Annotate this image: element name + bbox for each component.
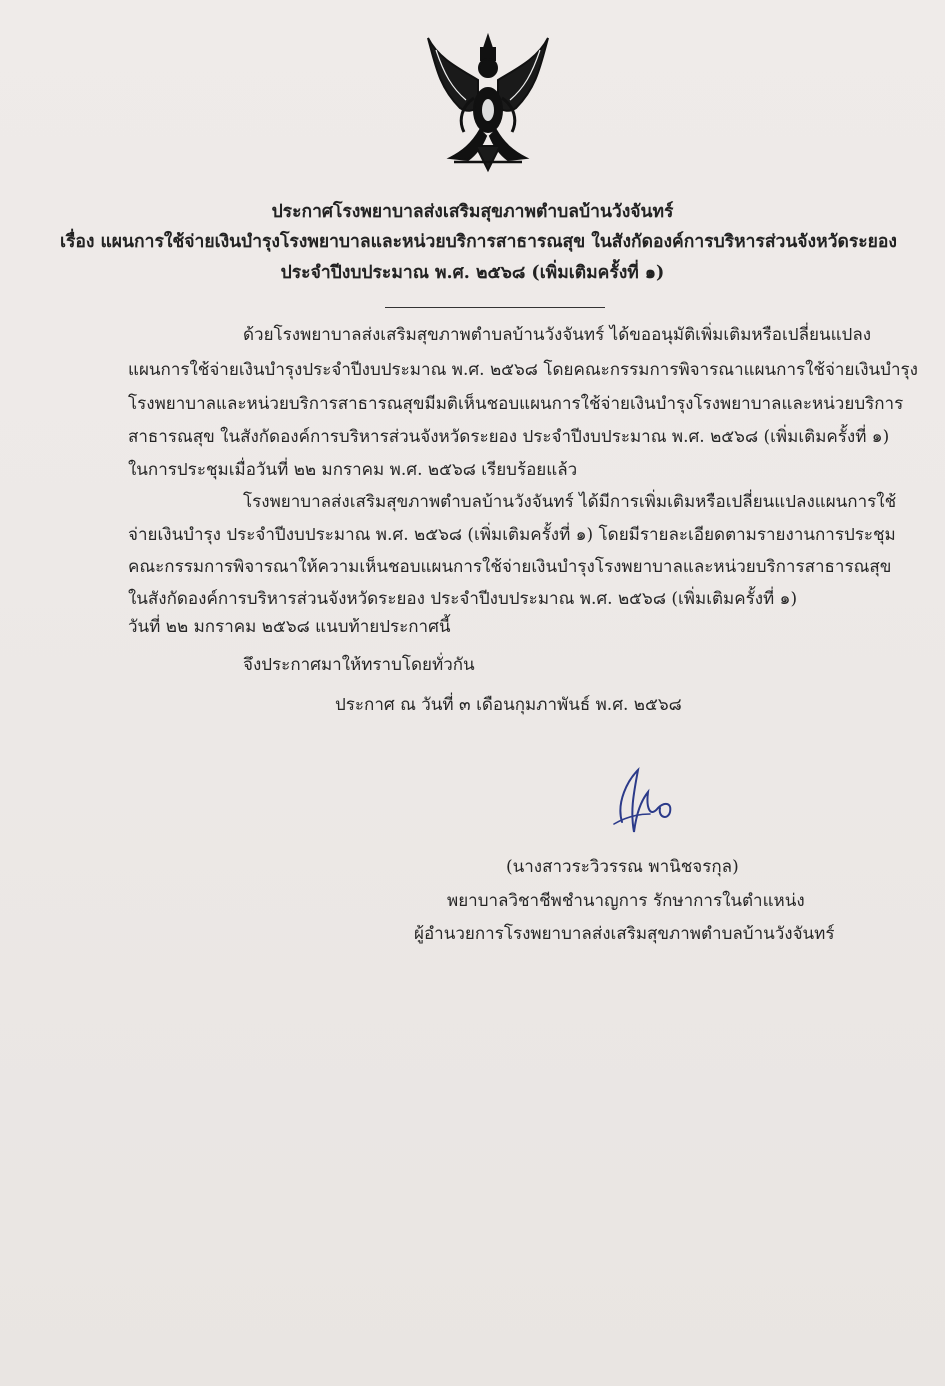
divider: [385, 307, 605, 308]
signature: [600, 762, 680, 842]
signer-title: พยาบาลวิชาชีพชำนาญการ รักษาการในตำแหน่ง: [447, 891, 805, 911]
subject-line: เรื่อง แผนการใช้จ่ายเงินบำรุงโรงพยาบาลและหน่วยบริการสาธารณสุข ในสังกัดองค์การบริหารส่วนจังหวัดระยอง: [60, 232, 897, 252]
paragraph2-line: วันที่ ๒๒ มกราคม ๒๕๖๘ แนบท้ายประกาศนี้: [128, 617, 451, 637]
announcement-title: ประกาศโรงพยาบาลส่งเสริมสุขภาพตำบลบ้านวังจันทร์: [271, 202, 674, 222]
garuda-emblem-icon: [418, 28, 558, 178]
paragraph2-line: จ่ายเงินบำรุง ประจำปีงบประมาณ พ.ศ. ๒๕๖๘ (เพิ่มเติมครั้งที่ ๑) โดยมีรายละเอียดตามรายงานการประชุม: [128, 525, 896, 545]
paragraph1-line: โรงพยาบาลและหน่วยบริการสาธารณสุขมีมติเห็นชอบแผนการใช้จ่ายเงินบำรุงโรงพยาบาลและหน่วยบริการ: [128, 394, 904, 414]
fiscal-year-line: ประจำปีงบประมาณ พ.ศ. ๒๕๖๘ (เพิ่มเติมครั้งที่ ๑): [280, 263, 665, 283]
paragraph2-line: โรงพยาบาลส่งเสริมสุขภาพตำบลบ้านวังจันทร์ ได้มีการเพิ่มเติมหรือเปลี่ยนแปลงแผนการใช้: [243, 492, 897, 512]
paragraph1-line: สาธารณสุข ในสังกัดองค์การบริหารส่วนจังหวัดระยอง ประจำปีงบประมาณ พ.ศ. ๒๕๖๘ (เพิ่มเติมครั้งที่ ๑): [128, 427, 890, 447]
signer-position: ผู้อำนวยการโรงพยาบาลส่งเสริมสุขภาพตำบลบ้านวังจันทร์: [414, 924, 835, 944]
paragraph1-line: แผนการใช้จ่ายเงินบำรุงประจำปีงบประมาณ พ.ศ. ๒๕๖๘ โดยคณะกรรมการพิจารณาแผนการใช้จ่ายเงินบำรุง: [128, 360, 918, 380]
date-line: ประกาศ ณ วันที่ ๓ เดือนกุมภาพันธ์ พ.ศ. ๒๕๖๘: [335, 695, 682, 715]
paragraph1-line: ในการประชุมเมื่อวันที่ ๒๒ มกราคม พ.ศ. ๒๕๖๘ เรียบร้อยแล้ว: [128, 460, 578, 480]
paragraph2-line: คณะกรรมการพิจารณาให้ความเห็นชอบแผนการใช้จ่ายเงินบำรุงโรงพยาบาลและหน่วยบริการสาธารณสุข: [128, 557, 892, 577]
paragraph2-line: ในสังกัดองค์การบริหารส่วนจังหวัดระยอง ประจำปีงบประมาณ พ.ศ. ๒๕๖๘ (เพิ่มเติมครั้งที่ ๑): [128, 589, 798, 609]
paragraph1-line: ด้วยโรงพยาบาลส่งเสริมสุขภาพตำบลบ้านวังจันทร์ ได้ขออนุมัติเพิ่มเติมหรือเปลี่ยนแปลง: [243, 325, 872, 345]
announce-line: จึงประกาศมาให้ทราบโดยทั่วกัน: [243, 655, 475, 675]
signer-name: (นางสาวระวิวรรณ พานิชจรกุล): [506, 857, 739, 877]
